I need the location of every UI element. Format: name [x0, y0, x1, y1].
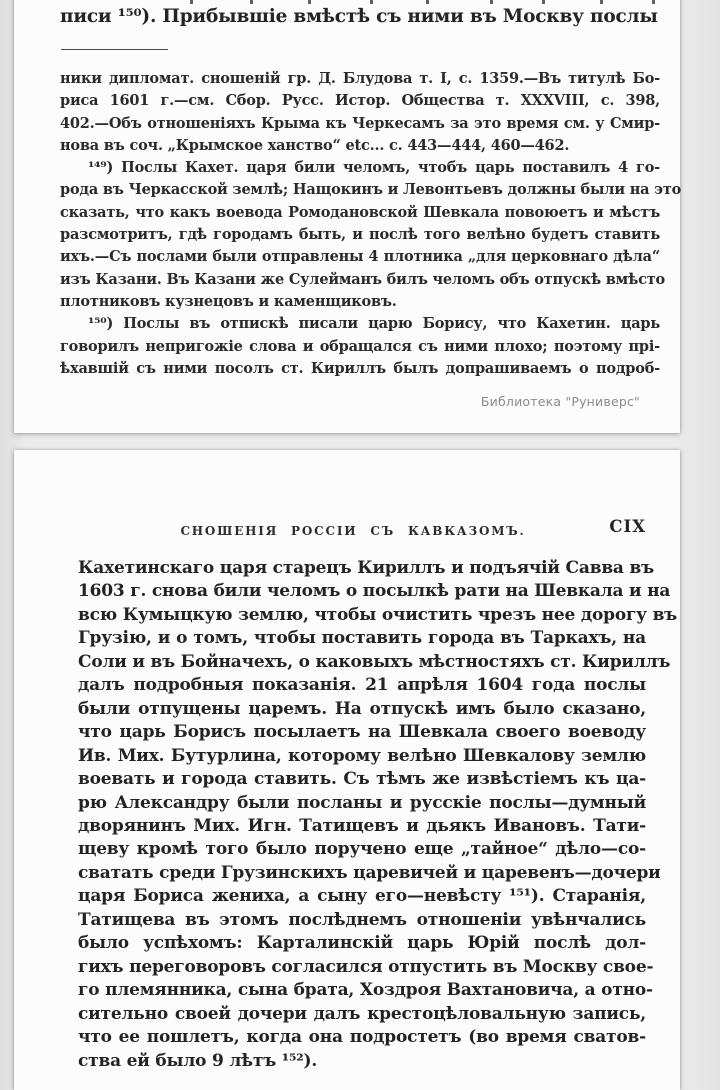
main-text-line: царя Бориса жениха, а сыну его—невѣсту ¹⁵¹). Старанія,: [78, 886, 646, 907]
main-text-line: 1603 г. снова били челомъ о посылкѣ рати на Шевкала и на: [78, 581, 671, 602]
main-text-line: сительно своей дочери далъ крестоцѣловальную запись,: [78, 1003, 646, 1024]
footnote-line: разсмотритъ, гдѣ городамъ быть, и послѣ того велѣно будетъ ставить: [60, 226, 660, 244]
footnote-line: ихъ.—Съ послами были отправлены 4 плотника „для церковнаго дѣла“: [60, 248, 660, 266]
main-text-line: Ив. Мих. Бутурлина, которому велѣно Шевкалову землю: [78, 745, 646, 766]
footnote-line: 402.—Объ отношеніяхъ Крыма къ Черкесамъ за это время см. у Смир-: [60, 114, 660, 132]
main-text-line: дворянинъ Мих. Игн. Татищевъ и дьякъ Ивановъ. Тати-: [78, 815, 646, 836]
footnote-line: ¹⁴⁹) Послы Кахет. царя били челомъ, чтобъ царь поставилъ 4 го-: [88, 159, 660, 177]
footnote-separator-rule: [61, 49, 168, 50]
chapter-header: СНОШЕНІЯ РОССІИ СЪ КАВКАЗОМЪ.: [180, 524, 526, 538]
footnote-line: говорилъ непригожіе слова и обращался съ ними плохо; поэтому прі-: [60, 337, 660, 355]
footnote-line: ѣхавшій съ ними посолъ ст. Кириллъ былъ допрашиваемъ о подроб-: [60, 359, 660, 377]
main-text-line: гихъ переговоровъ согласился отпустить въ Москву свое-: [78, 956, 654, 977]
footnote-line: нова въ соч. „Крымское ханство“ etc... с. 443—444, 460—462.: [60, 136, 570, 154]
main-text-line: были отпущены царемъ. На отпускѣ имъ было сказано,: [78, 698, 646, 719]
main-text-line: Татищева въ этомъ послѣднемъ отношеніи увѣнчались: [78, 909, 646, 930]
main-text-line: щеву кромѣ того было поручено еще „тайное“ дѣло—со-: [78, 839, 646, 860]
running-head: [60, 517, 646, 542]
page-previous[interactable]: [14, 0, 680, 433]
main-text-line: далъ подробныя показанія. 21 апрѣля 1604 года послы: [78, 675, 646, 696]
footnote-line: риса 1601 г.—см. Сбор. Русс. Истор. Общества т. XXXVIII, с. 398,: [60, 92, 660, 110]
main-text-line: го племянника, сына брата, Хоздроя Вахтановича, а отно-: [78, 980, 653, 1001]
footnote-line: плотниковъ кузнецовъ и каменщиковъ.: [60, 292, 397, 310]
footnote-block: [60, 68, 682, 380]
main-text-line: всю Кумыцкую землю, чтобы очистить чрезъ нее дорогу въ: [78, 604, 678, 625]
footnote-line: изъ Казани. Въ Казани же Сулейманъ билъ челомъ объ отпускѣ вмѣсто: [60, 270, 665, 288]
page-current[interactable]: [14, 450, 680, 1090]
main-text-partial-line: писи ¹⁵⁰). Прибывшіе вмѣстѣ съ ними въ Москву послы: [60, 6, 658, 27]
footnote-line: ¹⁵⁰) Послы въ отпискѣ писали царю Борису, что Кахетин. царь: [88, 315, 660, 333]
main-text-line: что царь Борисъ посылаетъ на Шевкала своего воеводу: [78, 722, 646, 743]
footnote-line: рода въ Черкасской землѣ; Нащокинъ и Левонтьевъ должны были на это: [60, 181, 682, 199]
main-text-block: [78, 557, 678, 1073]
footnote-line: сказать, что какъ воевода Ромодановской Шевкала повоюетъ и мѣстъ: [60, 203, 660, 221]
main-text-line: что ее пошлетъ, когда она подростетъ (во время сватов-: [78, 1027, 646, 1048]
main-text-line: рю Александру были посланы и русскіе послы—думный: [78, 792, 646, 813]
footnote-line: ники дипломат. сношеній гр. Д. Блудова т. I, с. 1359.—Въ титулѣ Бо-: [60, 70, 660, 87]
main-text-line: ства ей было 9 лѣтъ ¹⁵²).: [78, 1050, 318, 1071]
main-text-line: Кахетинскаго царя старецъ Кириллъ и подъячій Савва въ: [78, 558, 654, 578]
main-text-line: сватать среди Грузинскихъ царевичей и царевенъ—дочери: [78, 862, 661, 883]
main-text-line: было успѣхомъ: Карталинскій царь Юрій послѣ дол-: [78, 933, 646, 954]
main-text-line: Грузію, и о томъ, чтобы поставить города въ Таркахъ, на: [78, 628, 646, 649]
library-watermark: Библиотека "Руниверс": [480, 394, 640, 409]
main-text-line: Соли и въ Бойначехъ, о каковыхъ мѣстностяхъ ст. Кириллъ: [78, 651, 671, 672]
main-text-line: воевать и города ставить. Съ тѣмъ же извѣстіемъ къ ца-: [78, 769, 646, 790]
page-number: CIX: [609, 517, 646, 536]
